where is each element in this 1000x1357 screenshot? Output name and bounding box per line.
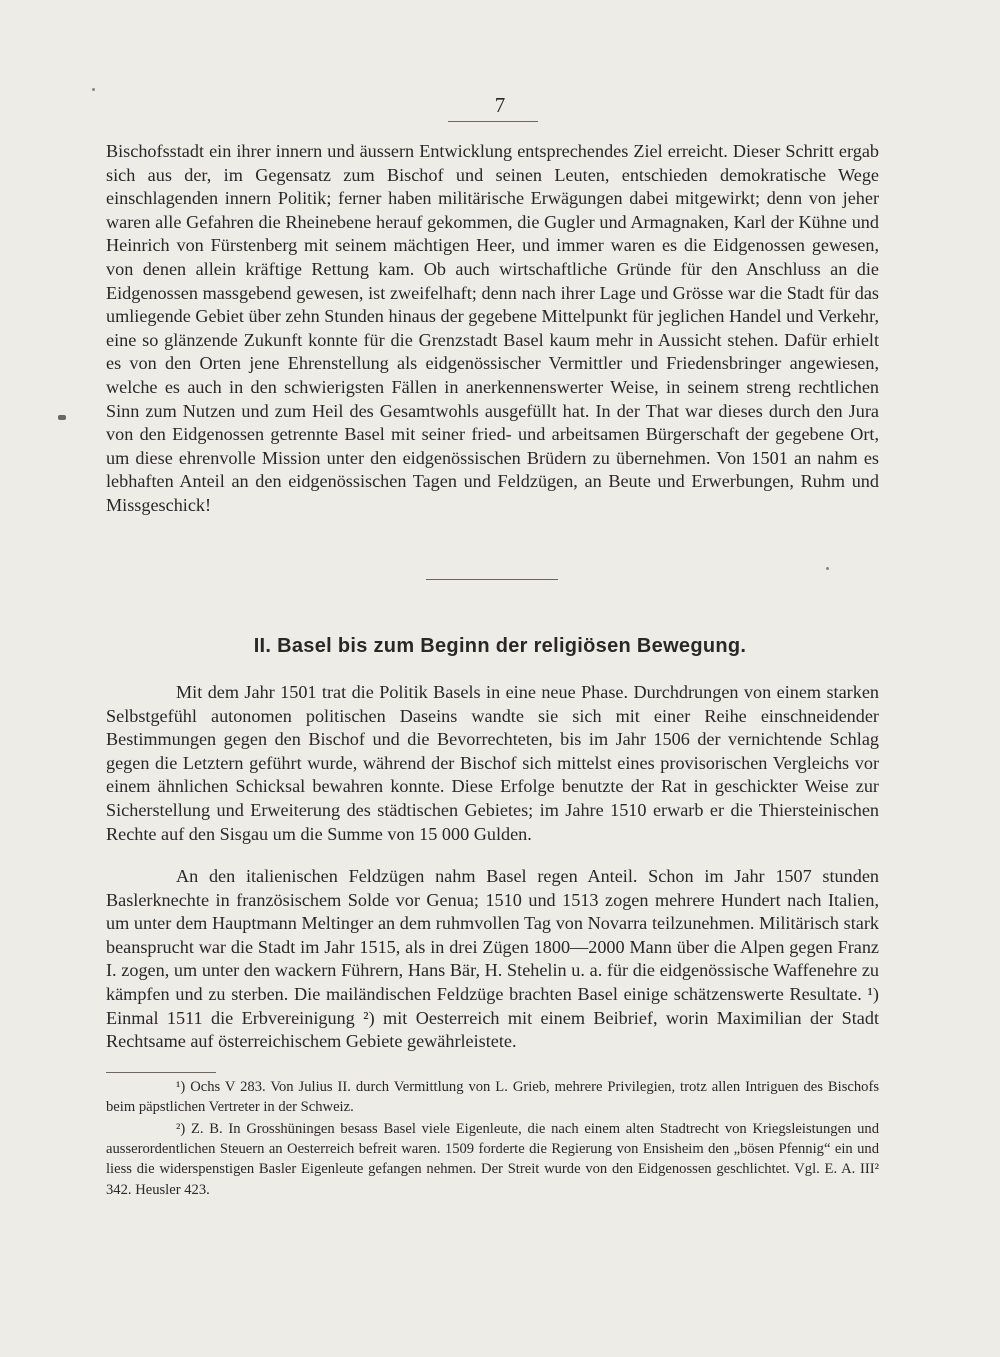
page-number-rule <box>448 121 538 122</box>
footnote-1: ¹) Ochs V 283. Von Julius II. durch Vermittlung von L. Grieb, mehrere Privilegien, trotz allen Intriguen des Bischofs beim päpstlichen Vertreter in der Schweiz. <box>106 1079 879 1116</box>
paragraph-3: An den italienischen Feldzügen nahm Basel regen Anteil. Schon im Jahr 1507 stunden Baslerknechte in französischem Solde vor Genua; 1510 und 1513 zogen mehrere Hundert nach Italien, um unter dem Hauptmann Meltinger an dem ruhmvollen Tag von Novarra teilzunehmen. Militärisch stark beansprucht war die Stadt im Jahr 1515, als in drei Zügen 1800—2000 Mann über die Alpen gegen Franz I. zogen, um unter den wackern Führern, Hans Bär, H. Stehelin u. a. für die eidgenössische Waffenehre zu kämpfen und zu sterben. Die mailändischen Feldzüge brachten Basel einige schätzenswerte Resultate. ¹) Einmal 1511 die Erbvereinigung ²) mit Oesterreich mit einem Beibrief, worin Maximilian der Stadt Rechtsame auf österreichischem Gebiete gewährleistete. <box>106 866 879 1052</box>
footnote-rule <box>106 1072 216 1073</box>
paper-speck <box>92 88 95 91</box>
paragraph-2: Mit dem Jahr 1501 trat die Politik Basels in eine neue Phase. Durchdrungen von einem starken Selbstgefühl autonomen politischen Daseins wandte sie sich mit einer Reihe einschneidender Bestimmungen gegen den Bischof und die Bevorrechteten, bis im Jahr 1506 der vernichtende Schlag gegen die Letztern geführt wurde, während der Bischof sich mittelst eines provisorischen Vergleichs vor einem ähnlichen Schicksal bewahren konnte. Diese Erfolge benutzte der Rat in geschickter Weise zur Sicherstellung und Erweiterung des städtischen Gebietes; im Jahre 1510 erwarb er die Thiersteinischen Rechte auf den Sisgau um die Summe von 15 000 Gulden. <box>106 682 879 844</box>
paragraph-1: Bischofsstadt ein ihrer innern und äussern Entwicklung entsprechendes Ziel erreicht. Dieser Schritt ergab sich aus der, im Gegensatz zum Bischof und seinen Leuten, entschieden demokratische Wege einschlagenden innern Politik; ferner haben militärische Erwägungen dabei mitgewirkt; denn von jeher waren alle Gefahren die Rheinebene herauf gekommen, die Gugler und Armagnaken, Karl der Kühne und Heinrich von Fürstenberg mit seinem mächtigen Heer, und immer waren es die Eidgenossen gewesen, von denen allein kräftige Rettung kam. Ob auch wirtschaftliche Gründe für den Anschluss an die Eidgenossen massgebend gewesen, ist zweifelhaft; denn nach ihrer Lage und Grösse war die Stadt für das umliegende Gebiet über zehn Stunden hinaus der gegebene Mittelpunkt für jeglichen Handel und Verkehr, eine so glänzende Zukunft konnte für die Grenzstadt Basel kaum mehr in Aussicht stehen. Dafür erhielt es von den Orten jene Ehrenstellung als eidgenössischer Vermittler und Friedensbringer angewiesen, welche es auch in den schwierigsten Fällen in anerkennenswerter Weise, in seinem streng rechtlichen Sinn zum Nutzen und zum Heil des Gesamtwohls ausgefüllt hat. In der That war dieses durch den Jura von den Eidgenossen getrennte Basel mit seiner fried- und arbeitsamen Bürgerschaft der gegebene Ort, um diese ehrenvolle Mission unter den eidgenössischen Brüdern zu übernehmen. Von 1501 an nahm es lebhaften Anteil an den eidgenössischen Tagen und Feldzügen, an Beute und Erwerbungen, Ruhm und Missgeschick! <box>106 141 879 515</box>
margin-mark <box>58 415 66 420</box>
page-number: 7 <box>494 93 506 117</box>
section-divider <box>426 579 558 580</box>
paper-speck <box>826 567 829 570</box>
section-heading: II. Basel bis zum Beginn der religiösen Bewegung. <box>253 635 747 657</box>
footnote-2: ²) Z. B. In Grosshüningen besass Basel viele Eigenleute, die nach einem alten Stadtrecht von Kriegsleistungen und ausserordentlichen Steuern an Oesterreich befreit waren. 1509 forderte die Regierung von Ensisheim den „bösen Pfennig“ ein und liess die widerspenstigen Basler Eigenleute gefangen nehmen. Der Streit wurde von den Eidgenossen geschlichtet. Vgl. E. A. III² 342. Heusler 423. <box>106 1121 879 1198</box>
